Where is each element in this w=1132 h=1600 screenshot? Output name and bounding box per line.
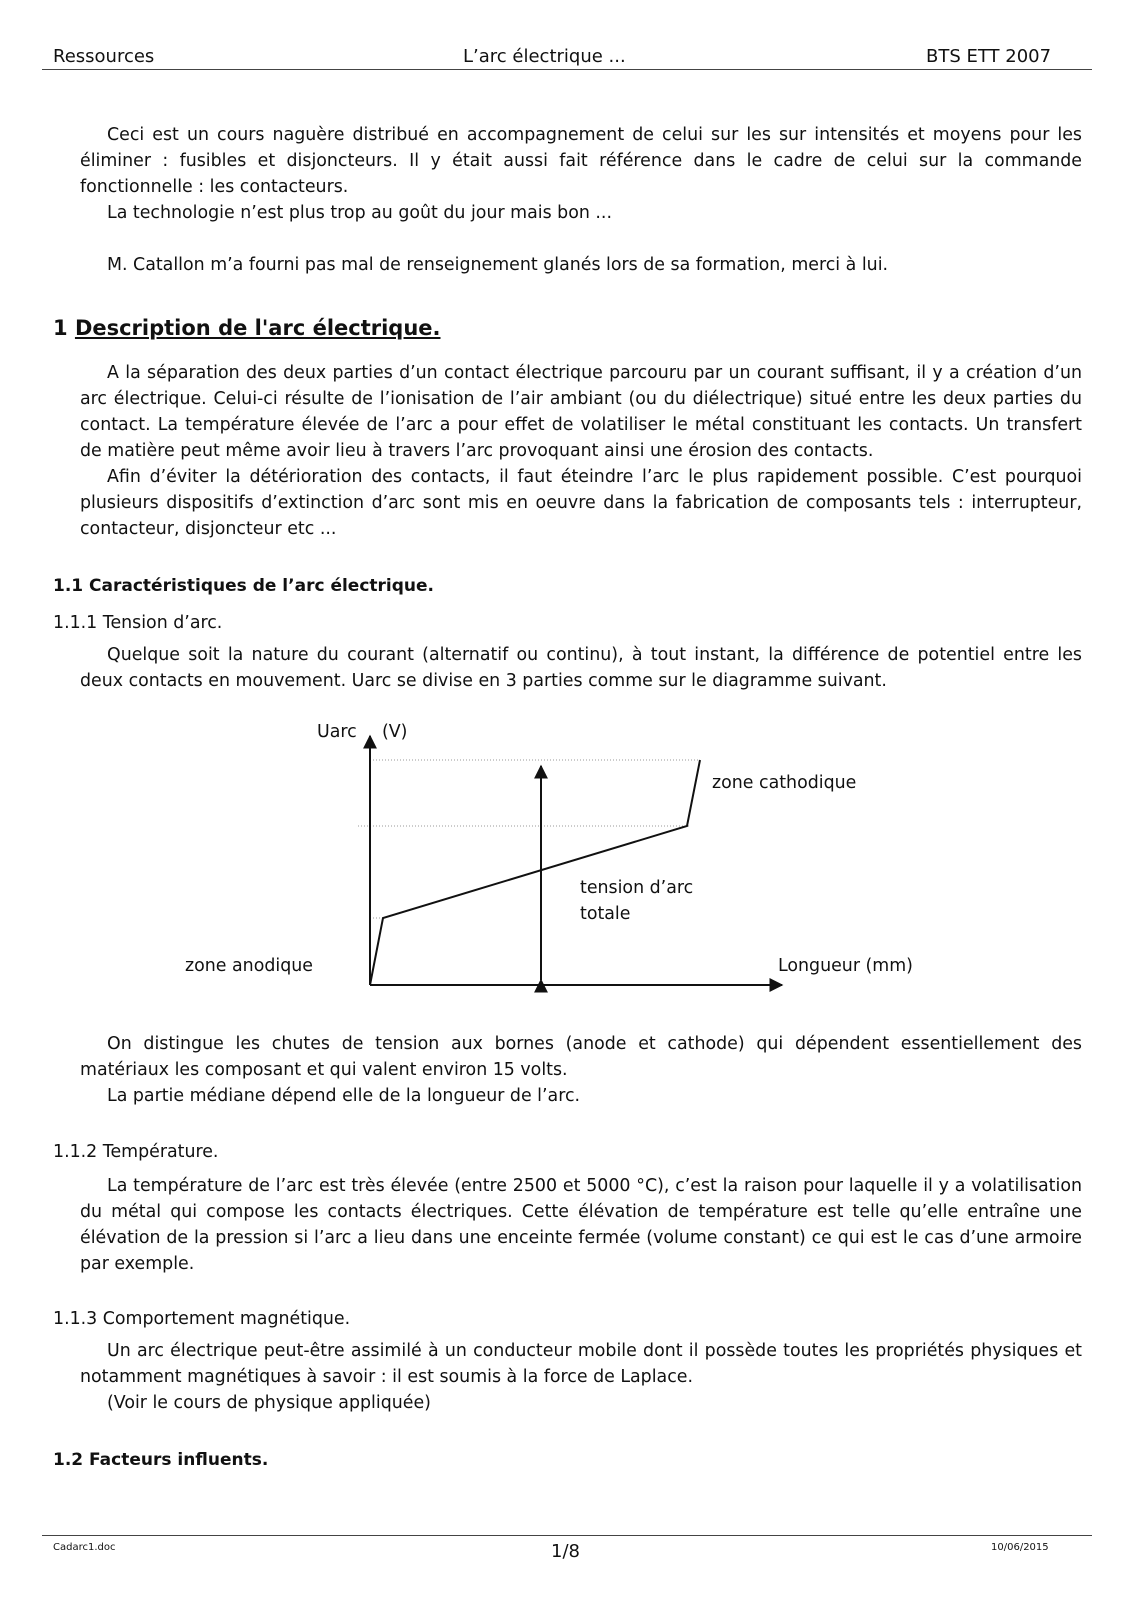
zone-cathode-label: zone cathodique (712, 773, 857, 793)
section-1-1-2-text: La température de l’arc est très élevée (entre 2500 et 5000 °C), c’est la raison pour laquelle il y a volatilisation du métal qui compose les contacts électriques. Cette élévation de température est telle qu’elle entraîne une élévation de la pression si l’arc a lieu dans une enceinte fermée (volume constant) ce qui est le cas d’une armoire par exemple. (80, 1176, 1082, 1274)
header-left: Ressources (53, 46, 155, 67)
intro-text-2: La technologie n’est plus trop au goût du jour mais bon ... (107, 203, 612, 223)
section-1-1-1-paragraph-2 (80, 1031, 1082, 1083)
section-1-1-2-paragraph (80, 1173, 1082, 1277)
intro-text-3: M. Catallon m’a fourni pas mal de renseignement glanés lors de sa formation, merci à lui. (107, 255, 889, 275)
intro-line-3 (80, 252, 888, 278)
section-1-paragraph-1 (80, 360, 1082, 464)
section-1-1-1-text-2: On distingue les chutes de tension aux bornes (anode et cathode) qui dépendent essentiellement des matériaux les composant et qui valent environ 15 volts. (80, 1034, 1082, 1080)
footer-date: 10/06/2015 (991, 1542, 1049, 1553)
total-voltage-label-2: totale (580, 904, 631, 924)
arc-voltage-curve (370, 760, 700, 985)
section-1-1-1-paragraph (80, 642, 1082, 694)
arc-voltage-diagram (0, 700, 1132, 1010)
section-1-1-3-text-2: (Voir le cours de physique appliquée) (107, 1393, 431, 1413)
intro-text: Ceci est un cours naguère distribué en accompagnement de celui sur les sur intensités et moyens pour les éliminer : fusibles et disjoncteurs. Il y était aussi fait référence dans le cadre de celui sur la commande fonctionnelle : les contacteurs. (80, 125, 1082, 197)
section-1-heading (53, 316, 441, 340)
footer-filename: Cadarc1.doc (53, 1542, 116, 1553)
section-1-paragraph-2 (80, 464, 1082, 542)
section-1-1-1-text: Quelque soit la nature du courant (alternatif ou continu), à tout instant, la différence de potentiel entre les deux contacts en mouvement. Uarc se divise en 3 parties comme sur le diagramme suivant. (80, 645, 1082, 691)
section-1-2-heading: 1.2 Facteurs influents. (53, 1450, 269, 1470)
section-1-1-1-text-3: La partie médiane dépend elle de la longueur de l’arc. (107, 1086, 581, 1106)
intro-line-2 (80, 200, 612, 226)
section-1-number: 1 (53, 316, 68, 340)
section-1-1-2-heading: 1.1.2 Température. (53, 1142, 219, 1162)
page-number: 1/8 (551, 1541, 580, 1562)
header-title: L’arc électrique ... (463, 46, 626, 67)
total-voltage-label-1: tension d’arc (580, 878, 694, 898)
header-rule (42, 69, 1092, 70)
zone-anode-label: zone anodique (185, 956, 313, 976)
intro-paragraph (80, 122, 1082, 200)
header-right: BTS ETT 2007 (926, 46, 1052, 67)
section-1-1-3-line-2 (80, 1390, 431, 1416)
section-1-text-2: Afin d’éviter la détérioration des contacts, il faut éteindre l’arc le plus rapidement possible. C’est pourquoi plusieurs dispositifs d’extinction d’arc sont mis en oeuvre dans la fabrication de composants tels : interrupteur, contacteur, disjoncteur etc ... (80, 467, 1082, 539)
section-1-1-3-paragraph (80, 1338, 1082, 1390)
x-axis-label: Longueur (mm) (778, 956, 913, 976)
section-1-1-heading: 1.1 Caractéristiques de l’arc électrique. (53, 576, 435, 596)
footer-rule (42, 1535, 1092, 1536)
section-1-text-1: A la séparation des deux parties d’un contact électrique parcouru par un courant suffisant, il y a création d’un arc électrique. Celui-ci résulte de l’ionisation de l’air ambiant (ou du diélectrique) situé entre les deux parties du contact. La température élevée de l’arc a pour effet de volatiliser le métal constituant les contacts. Un transfert de matière peut même avoir lieu à travers l’arc provoquant ainsi une érosion des contacts. (80, 363, 1082, 461)
section-1-1-1-line-3 (80, 1083, 580, 1109)
section-1-title: Description de l'arc électrique. (74, 316, 441, 340)
section-1-1-1-heading: 1.1.1 Tension d’arc. (53, 613, 223, 633)
section-1-1-3-text: Un arc électrique peut-être assimilé à un conducteur mobile dont il possède toutes les propriétés physiques et notamment magnétiques à savoir : il est soumis à la force de Laplace. (80, 1341, 1082, 1387)
y-axis-unit: (V) (382, 722, 408, 742)
y-axis-label: Uarc (317, 722, 357, 742)
section-1-1-3-heading: 1.1.3 Comportement magnétique. (53, 1309, 351, 1329)
